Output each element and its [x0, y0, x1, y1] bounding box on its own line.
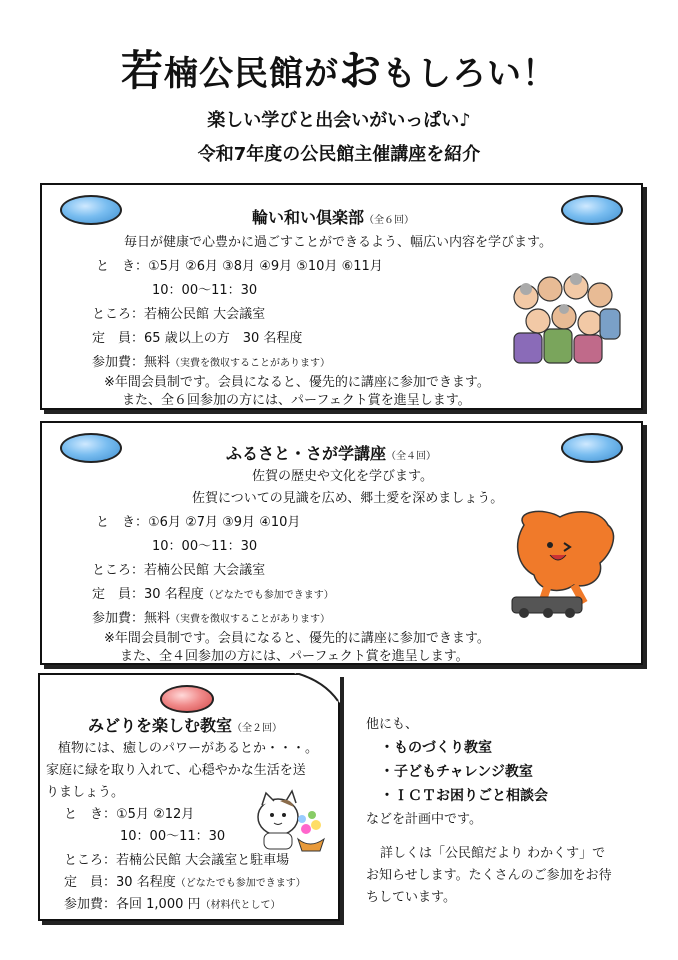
capacity-value: 65 歳以上の方 30 名程度 — [144, 331, 303, 346]
red-pin-icon — [160, 685, 214, 713]
course-card-saga-studies — [40, 421, 643, 665]
title-part-b: 楠公民館が — [164, 54, 339, 94]
course-card-wai-wai — [40, 183, 643, 410]
blue-pin-icon — [561, 433, 623, 463]
capacity-label: 定 員： — [92, 331, 145, 346]
fee-row — [64, 893, 281, 912]
page-curl-icon — [294, 673, 340, 703]
place-value: 若楠公民館 大会議室 — [144, 563, 266, 578]
fee-value: 無料 — [144, 611, 171, 626]
when-label: と き： — [64, 807, 117, 822]
membership-note: ※年間会員制です。会員になると、優先的に講座に参加できます。 — [104, 631, 490, 646]
subtitle-1: 楽しい学びと出会いがいっぱい♪ — [207, 110, 471, 131]
place-label: ところ： — [64, 853, 117, 868]
perfect-award-note: また、全４回参加の方には、パーフェクト賞を進呈します。 — [120, 649, 469, 664]
course-title-text: みどりを楽しむ教室 — [88, 716, 233, 735]
place-value: 若楠公民館 大会議室 — [144, 307, 266, 322]
course-title — [226, 441, 436, 464]
when-value: ①5月 ②6月 ③8月 ④9月 ⑤10月 ⑥11月 — [148, 259, 383, 274]
fee-value: 無料 — [144, 355, 171, 370]
course-title — [88, 713, 282, 736]
fee-label: 参加費： — [92, 611, 145, 626]
when-row — [64, 803, 194, 822]
title-char-a: 若 — [120, 46, 164, 95]
title-char-o: お — [339, 46, 383, 95]
course-desc-3: りましょう。 — [46, 785, 125, 800]
course-title — [252, 205, 414, 228]
time-value: 10：00～11：30 — [152, 283, 258, 298]
course-count: （全４回） — [386, 451, 437, 462]
side-item-kids-challenge: ・子どもチャレンジ教室 — [380, 764, 533, 780]
perfect-award-note: また、全６回参加の方には、パーフェクト賞を進呈します。 — [122, 393, 471, 408]
capacity-note: （どなたでも参加できます） — [175, 878, 306, 889]
when-value: ①5月 ②12月 — [116, 807, 195, 822]
when-row — [96, 511, 300, 530]
side-detail-2: お知らせします。たくさんのご参加をお待 — [366, 868, 612, 883]
course-title-text: 輪い和い倶楽部 — [252, 208, 365, 227]
when-row — [96, 255, 383, 274]
fee-value: 各回 1,000 円 — [116, 897, 201, 912]
place-value: 若楠公民館 大会議室と駐車場 — [116, 853, 290, 868]
side-intro: 他にも、 — [366, 717, 419, 732]
capacity-label: 定 員： — [64, 875, 117, 890]
blue-pin-icon — [561, 195, 623, 225]
course-title-text: ふるさと・さが学講座 — [226, 444, 387, 463]
fee-row — [92, 607, 330, 626]
fee-note: （実費を徴収することがあります） — [170, 614, 331, 625]
when-label: と き： — [96, 515, 149, 530]
membership-note: ※年間会員制です。会員になると、優先的に講座に参加できます。 — [104, 375, 490, 390]
place-label: ところ： — [92, 307, 145, 322]
course-desc: 毎日が健康で心豊かに過ごすことができるよう、幅広い内容を学びます。 — [124, 235, 552, 250]
capacity-value: 30 名程度 — [144, 587, 204, 602]
course-count: （全６回） — [364, 215, 415, 226]
course-card-greenery — [38, 673, 340, 921]
subtitle-2: 令和7年度の公民館主催講座を紹介 — [197, 144, 481, 165]
when-label: と き： — [96, 259, 149, 274]
fee-note: （実費を徴収することがあります） — [170, 358, 331, 369]
when-value: ①6月 ②7月 ③9月 ④10月 — [148, 515, 301, 530]
course-desc-1: 植物には、癒しのパワーがあるとか・・・。 — [58, 741, 319, 756]
capacity-row — [92, 583, 334, 602]
capacity-label: 定 員： — [92, 587, 145, 602]
blue-pin-icon — [60, 433, 122, 463]
side-item-ict-consult: ・ＩＣＴお困りごと相談会 — [380, 788, 548, 804]
cheering-seniors-illustration — [500, 267, 626, 371]
time-value: 10：00～11：30 — [152, 539, 258, 554]
blue-pin-icon — [60, 195, 122, 225]
side-plan: などを計画中です。 — [366, 812, 482, 827]
fee-note: （材料代として） — [200, 900, 281, 911]
place-row — [92, 559, 265, 578]
place-label: ところ： — [92, 563, 145, 578]
cat-with-flowers-illustration — [250, 787, 330, 853]
fee-label: 参加費： — [92, 355, 145, 370]
time-value: 10：00～11：30 — [120, 829, 226, 844]
page-title — [0, 38, 678, 98]
course-count: （全２回） — [232, 723, 283, 734]
side-detail-3: ちしています。 — [366, 890, 456, 905]
capacity-note: （どなたでも参加できます） — [203, 590, 334, 601]
capacity-value: 30 名程度 — [116, 875, 176, 890]
fee-label: 参加費： — [64, 897, 117, 912]
title-part-d: もしろい！ — [382, 54, 558, 94]
course-desc-1: 佐賀の歴史や文化を学びます。 — [252, 469, 433, 484]
fee-row — [92, 351, 330, 370]
side-detail-1: 詳しくは「公民館だより わかくす」で — [380, 846, 606, 861]
course-desc-2: 佐賀についての見識を広め、郷土愛を深めましょう。 — [192, 491, 504, 506]
place-row — [92, 303, 265, 322]
capacity-row — [64, 871, 306, 890]
side-item-monozukuri: ・ものづくり教室 — [380, 740, 492, 756]
capacity-row — [92, 327, 302, 346]
course-desc-2: 家庭に緑を取り入れて、心穏やかな生活を送 — [46, 763, 306, 778]
saga-mascot-illustration — [504, 505, 624, 619]
